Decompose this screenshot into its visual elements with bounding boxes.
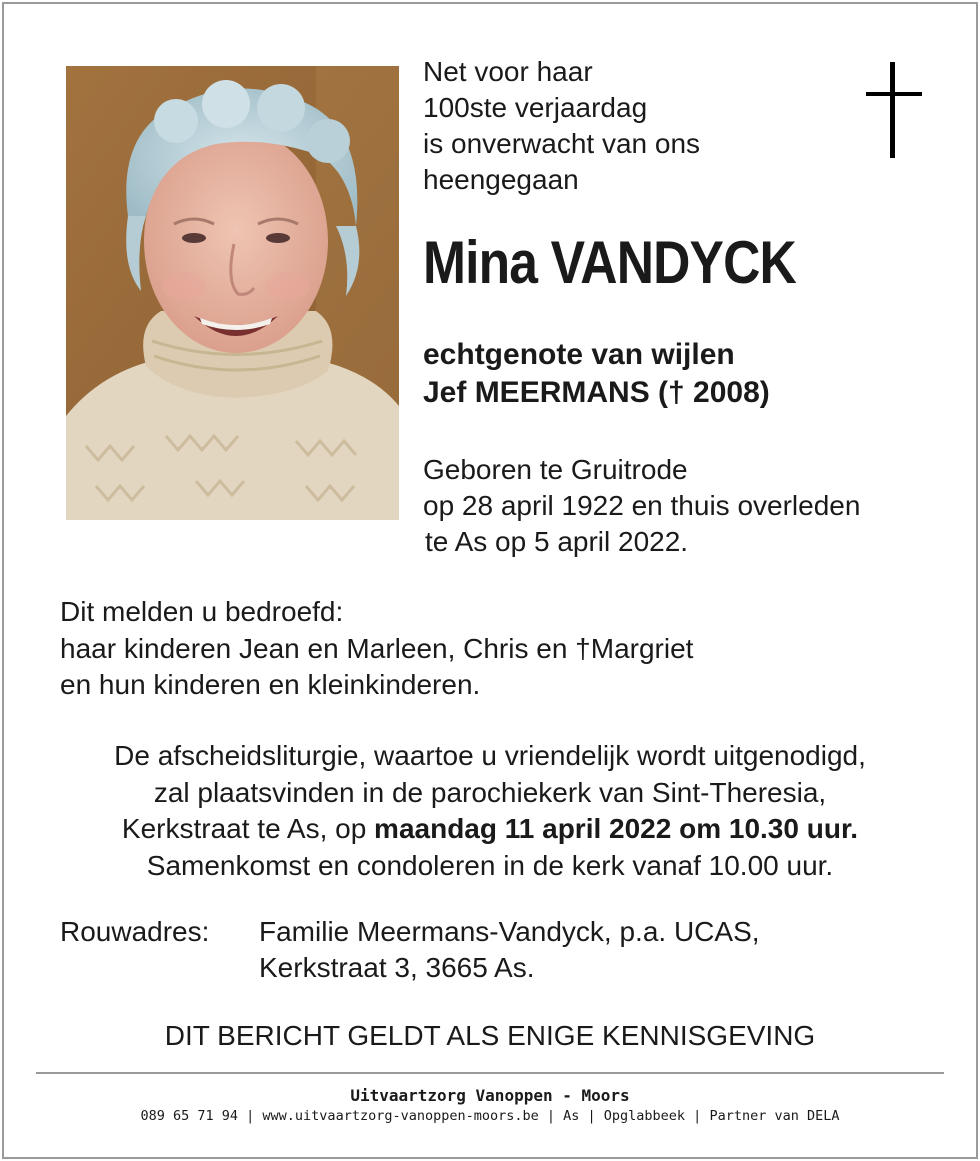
announcement [60, 594, 693, 704]
intro-line: Net voor haar [423, 56, 593, 87]
mourning-address [259, 914, 760, 986]
notice-text: DIT BERICHT GELDT ALS ENIGE KENNISGEVING [164, 1020, 816, 1051]
liturgy-location: Kerkstraat te As, op [121, 813, 375, 844]
cross-icon [866, 62, 922, 158]
funeral-company-info: 089 65 71 94 | www.uitvaartzorg-vanoppen-moors.be | As | Opglabbeek | Partner van DELA [140, 1108, 840, 1124]
intro-line: 100ste verjaardag [423, 92, 648, 123]
deceased-name: Mina VANDYCK [423, 229, 796, 296]
announcement-line: Dit melden u bedroefd: [60, 596, 344, 627]
liturgy-line: De afscheidsliturgie, waartoe u vriendelijk wordt uitgenodigd, [114, 740, 866, 771]
intro-line: is onverwacht van ons [423, 128, 701, 159]
birth-line: te As op 5 april 2022. [425, 526, 689, 557]
portrait-photo [66, 66, 399, 520]
liturgy-info [0, 738, 980, 884]
birth-death-info [423, 452, 860, 560]
spouse-info [423, 336, 770, 412]
intro-line: heengegaan [423, 164, 579, 195]
address-line: Familie Meermans-Vandyck, p.a. UCAS, [259, 916, 760, 947]
announcement-line: en hun kinderen en kleinkinderen. [60, 669, 481, 700]
spouse-line: Jef MEERMANS († 2008) [423, 376, 770, 409]
birth-line: Geboren te Gruitrode [423, 454, 688, 485]
birth-line: op 28 april 1922 en thuis overleden [423, 490, 861, 521]
announcement-line: haar kinderen Jean en Marleen, Chris en †Margriet [60, 632, 694, 664]
liturgy-line: zal plaatsvinden in de parochiekerk van Sint-Theresia, [153, 776, 827, 808]
intro-text [423, 54, 853, 198]
divider [36, 1072, 944, 1074]
liturgy-datetime: maandag 11 april 2022 om 10.30 uur. [374, 813, 859, 844]
liturgy-line: Samenkomst en condoleren in de kerk vanaf 10.00 uur. [146, 849, 834, 881]
funeral-company-name: Uitvaartzorg Vanoppen - Moors [350, 1086, 630, 1105]
address-label: Rouwadres: [60, 916, 210, 947]
spouse-line: echtgenote van wijlen [423, 338, 735, 371]
liturgy-line [0, 811, 980, 848]
address-line: Kerkstraat 3, 3665 As. [259, 952, 535, 983]
